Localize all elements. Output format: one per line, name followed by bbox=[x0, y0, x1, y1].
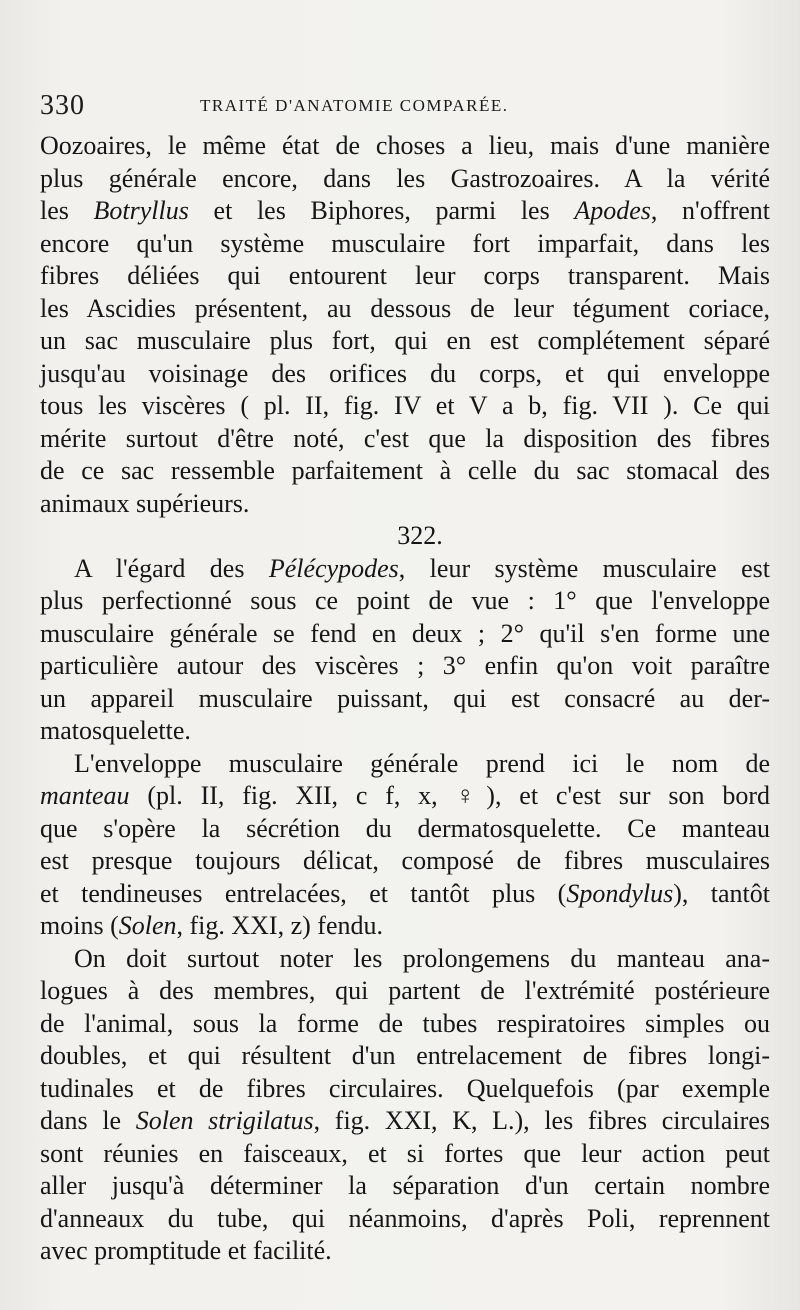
italic-term: Solen bbox=[118, 911, 177, 940]
text-line: tudinales et de fibres circulaires. Quelquefois (par exemple bbox=[40, 1073, 770, 1103]
italic-term: Apodes bbox=[574, 196, 651, 225]
text-segment: dans le bbox=[40, 1106, 136, 1135]
text-line: On doit surtout noter les prolongemens du manteau ana- bbox=[74, 943, 770, 973]
text-line: les Ascidies présentent, au dessous de leur tégument coriace, bbox=[40, 293, 770, 323]
text-line: mérite surtout d'être noté, c'est que la disposition des fibres bbox=[40, 423, 770, 453]
running-title: TRAITÉ D'ANATOMIE COMPARÉE. bbox=[200, 96, 509, 115]
text-line: un sac musculaire plus fort, qui en est complétement séparé bbox=[40, 326, 770, 355]
text-line: doubles, et qui résultent d'un entrelacement de fibres longi- bbox=[40, 1041, 770, 1070]
italic-term: Solen strigilatus bbox=[135, 1106, 314, 1135]
text-line bbox=[40, 878, 770, 911]
text-line: tous les viscères ( pl. II, fig. IV et V a b, fig. VII ). Ce qui bbox=[40, 391, 770, 420]
page-header bbox=[40, 90, 740, 120]
text-line: plus générale encore, dans les Gastrozoaires. A la vérité bbox=[40, 163, 770, 193]
text-line: plus perfectionné sous ce point de vue : 1° que l'enveloppe bbox=[40, 586, 770, 615]
text-line: logues à des membres, qui partent de l'extrémité postérieure bbox=[40, 976, 770, 1005]
text-line: matosquelette. bbox=[40, 716, 191, 745]
text-segment: A l'égard des bbox=[74, 553, 269, 583]
text-line bbox=[40, 195, 770, 228]
text-segment: et les Biphores, parmi les bbox=[188, 196, 575, 225]
italic-term: manteau bbox=[40, 781, 130, 810]
text-line: animaux supérieurs. bbox=[40, 488, 250, 518]
page-number: 330 bbox=[40, 90, 85, 121]
text-line: de l'animal, sous la forme de tubes respiratoires simples ou bbox=[40, 1008, 770, 1038]
section-number: 322. bbox=[397, 521, 443, 550]
text-line: particulière autour des viscères ; 3° enfin qu'on voit paraître bbox=[40, 651, 770, 680]
text-segment: ), tantôt bbox=[673, 878, 770, 908]
text-line: musculaire générale se fend en deux ; 2° qu'il s'en forme une bbox=[40, 618, 770, 648]
italic-term: Spondylus bbox=[566, 878, 674, 908]
text-line: est presque toujours délicat, composé de fibres musculaires bbox=[40, 846, 770, 875]
text-line: Oozoaires, le même état de choses a lieu, mais d'une manière bbox=[40, 131, 770, 160]
text-line: que s'opère la sécrétion du dermatosquelette. Ce manteau bbox=[40, 813, 770, 843]
text-segment: , fig. XXI, K, L.), les fibres circulaires bbox=[313, 1106, 770, 1135]
text-line: encore qu'un système musculaire fort imparfait, dans les bbox=[40, 228, 770, 258]
text-line: sont réunies en faisceaux, et si fortes que leur action peut bbox=[40, 1138, 770, 1168]
text-line: L'enveloppe musculaire générale prend ici le nom de bbox=[74, 748, 770, 778]
text-line bbox=[40, 910, 770, 943]
paragraph-1 bbox=[40, 130, 770, 520]
text-line: un appareil musculaire puissant, qui est consacré au der- bbox=[40, 683, 770, 713]
paragraph-4 bbox=[40, 943, 770, 1268]
text-segment: , n'offrent bbox=[650, 196, 771, 225]
text-line: d'anneaux du tube, qui néanmoins, d'après Poli, reprennent bbox=[40, 1203, 770, 1233]
text-line: de ce sac ressemble parfaitement à celle du sac stomacal des bbox=[40, 456, 770, 485]
paragraph-2 bbox=[40, 553, 770, 748]
text-line: aller jusqu'à déterminer la séparation d'un certain nombre bbox=[40, 1171, 770, 1200]
text-line bbox=[40, 553, 770, 586]
italic-term: Pélécypodes bbox=[268, 553, 399, 583]
text-segment: moins ( bbox=[40, 911, 119, 940]
text-segment: , fig. XXI, z) fendu. bbox=[176, 911, 383, 940]
text-segment: (pl. II, fig. XII, c f, x, ♀), et c'est sur son bord bbox=[129, 781, 770, 810]
text-segment: les bbox=[40, 196, 94, 225]
text-line: jusqu'au voisinage des orifices du corps, et qui enveloppe bbox=[40, 358, 770, 388]
text-line: avec promptitude et facilité. bbox=[40, 1236, 332, 1265]
text-line bbox=[40, 1105, 770, 1138]
text-line: fibres déliées qui entourent leur corps transparent. Mais bbox=[40, 261, 770, 290]
text-segment: et tendineuses entrelacées, et tantôt plus ( bbox=[40, 878, 567, 908]
body-text bbox=[40, 130, 770, 1268]
italic-term: Botryllus bbox=[93, 196, 189, 225]
paragraph-3 bbox=[40, 748, 770, 943]
text-segment: , leur système musculaire est bbox=[398, 553, 770, 583]
text-line bbox=[40, 780, 770, 813]
